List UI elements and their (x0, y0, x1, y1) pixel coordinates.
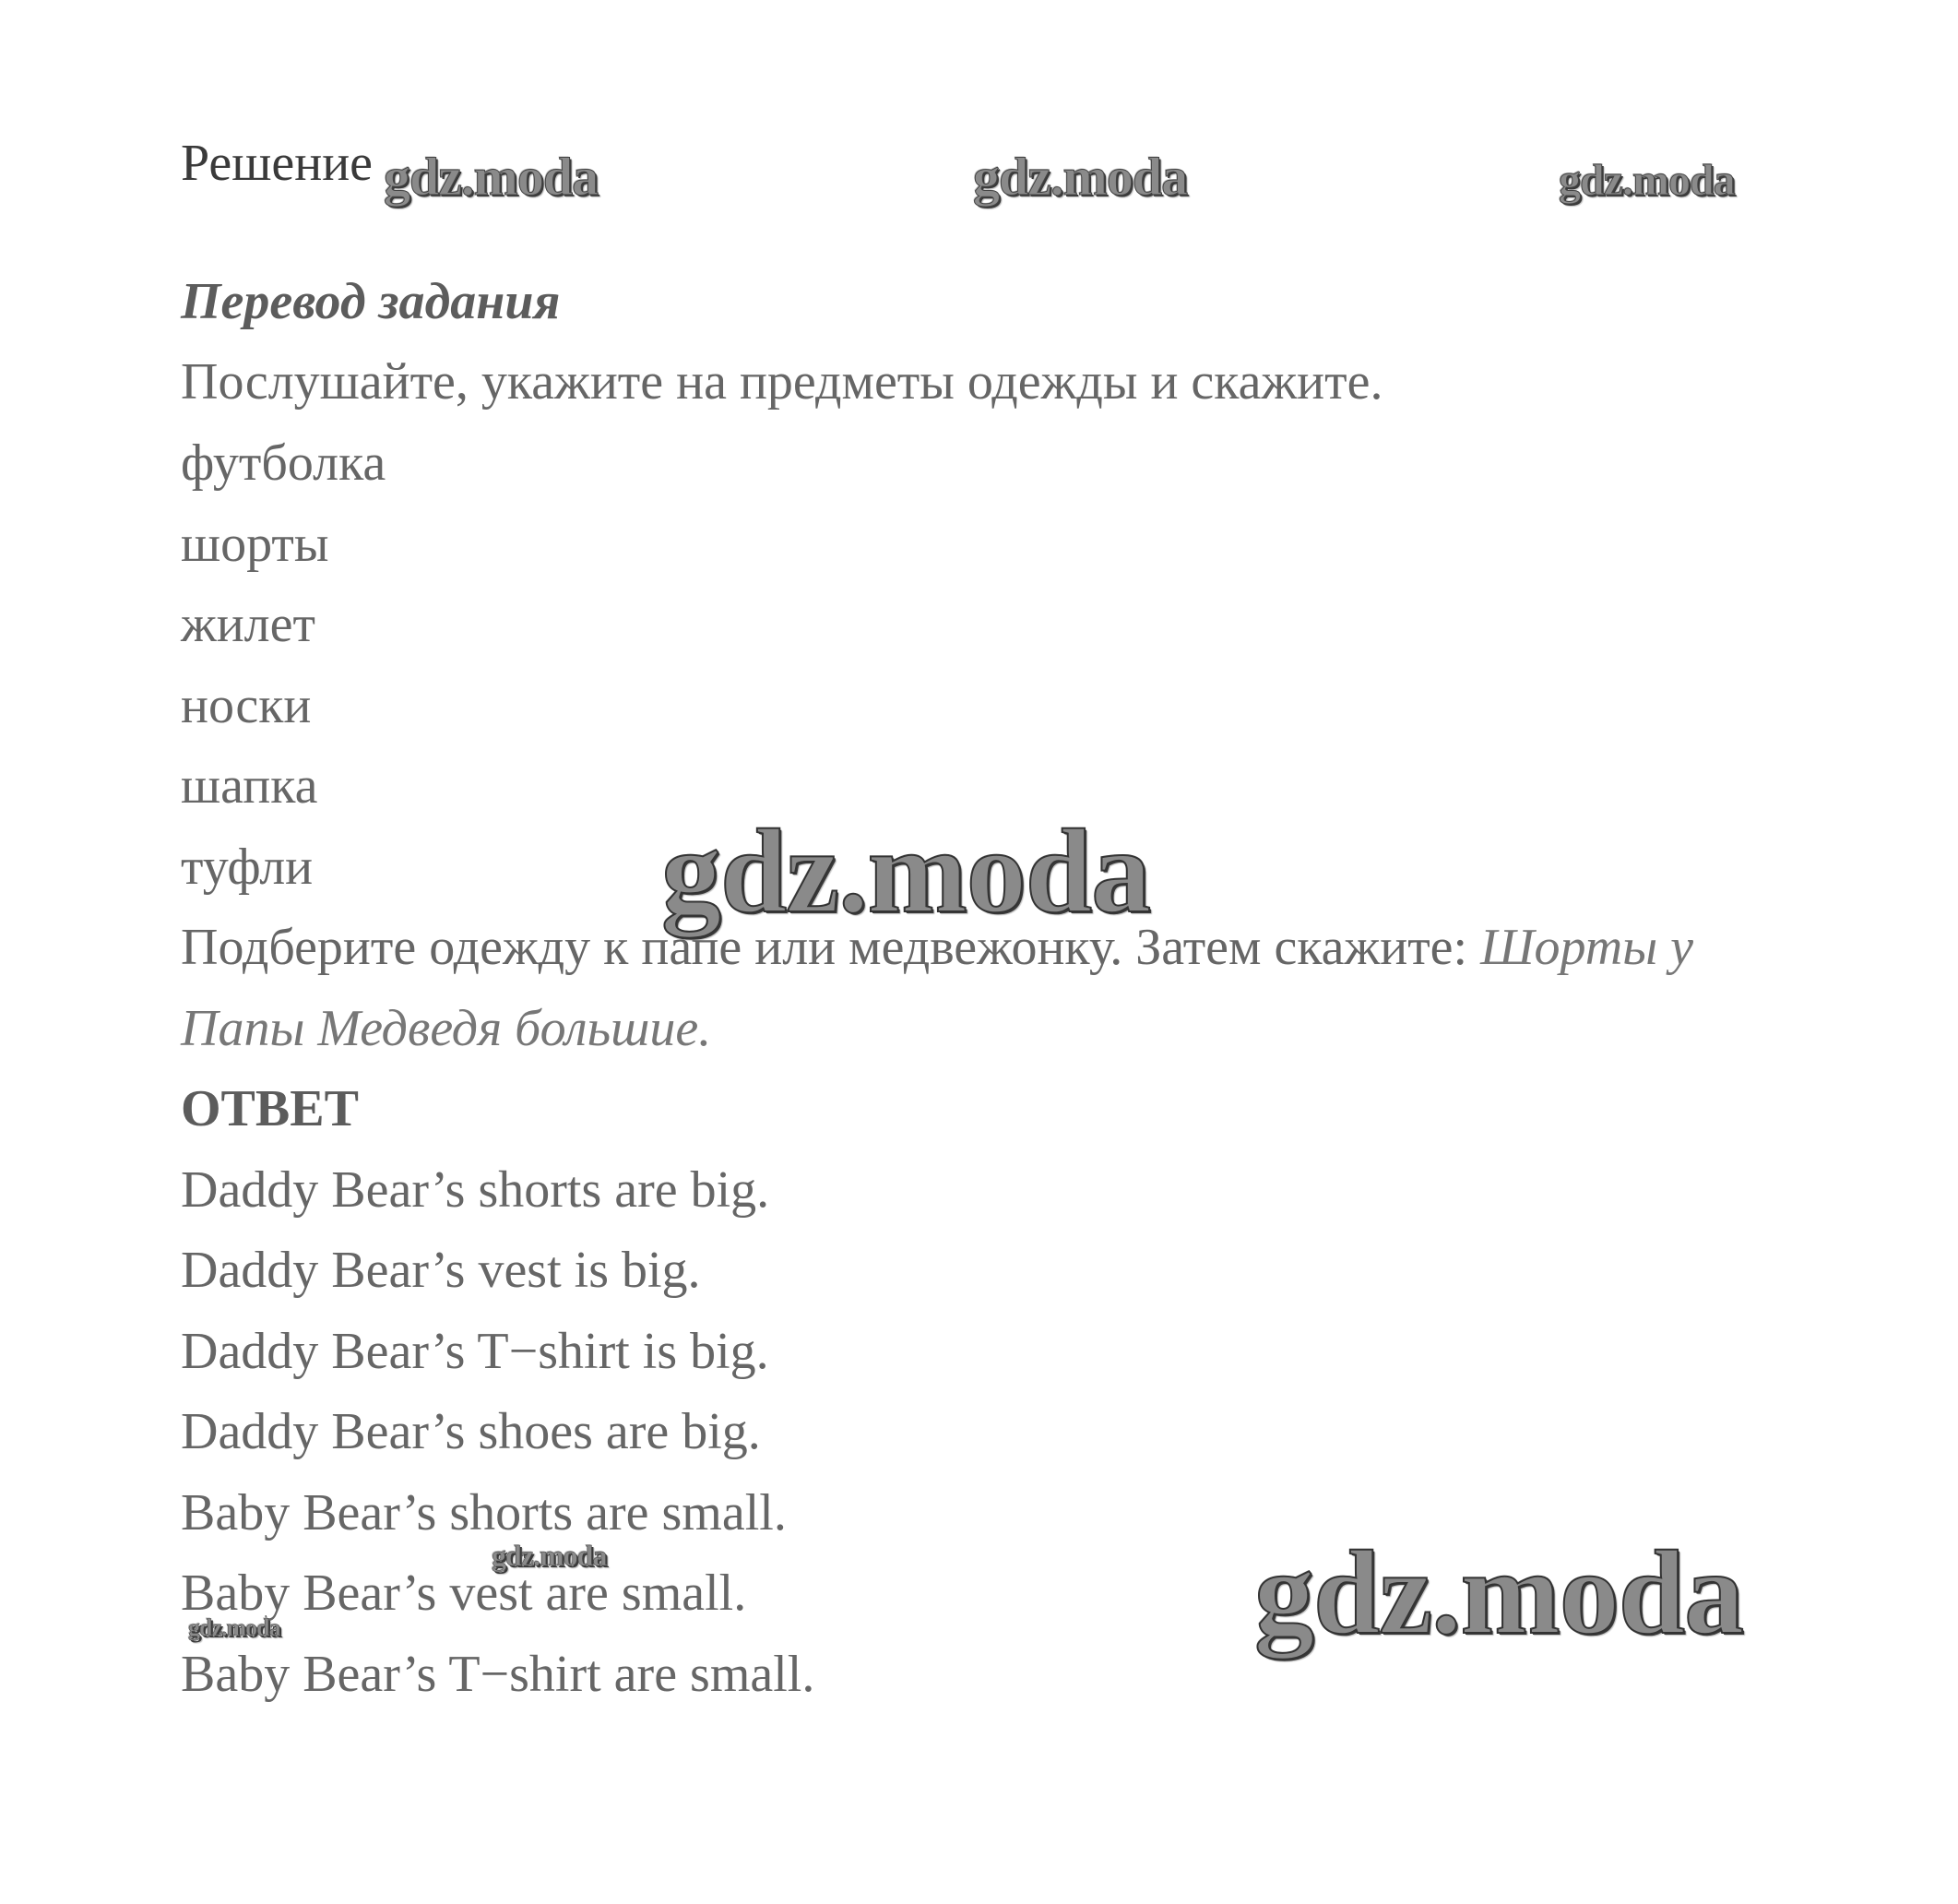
answer-line: Baby Bear’s vest are small. (181, 1565, 747, 1622)
watermark: gdz.moda (661, 805, 1151, 938)
answer-line: Baby Bear’s shorts are small. (181, 1484, 787, 1541)
watermark: gdz.moda (492, 1539, 607, 1572)
match-example-start: Шорты у (1480, 919, 1693, 976)
answer-line: Daddy Bear’s shoes are big. (181, 1403, 761, 1460)
match-example-end: Папы Медведя большие. (181, 1000, 712, 1057)
answer-heading: ОТВЕТ (181, 1080, 359, 1137)
clothing-item: жилет (181, 596, 315, 653)
clothing-item: футболка (181, 434, 386, 492)
answer-line: Baby Bear’s T−shirt are small. (181, 1646, 815, 1703)
answer-line: Daddy Bear’s shorts are big. (181, 1161, 770, 1219)
translation-heading: Перевод задания (181, 273, 561, 330)
watermark: gdz.moda (973, 147, 1188, 207)
watermark: gdz.moda (1559, 156, 1735, 205)
answer-line: Daddy Bear’s vest is big. (181, 1242, 701, 1299)
answer-line: Daddy Bear’s T−shirt is big. (181, 1323, 769, 1380)
task-instruction: Послушайте, укажите на предметы одежды и скажите. (181, 353, 1383, 411)
clothing-item: носки (181, 677, 312, 734)
watermark: gdz.moda (188, 1614, 280, 1641)
clothing-item: туфли (181, 839, 314, 896)
clothing-item: шапка (181, 757, 318, 815)
clothing-item: шорты (181, 516, 329, 573)
watermark: gdz.moda (1254, 1527, 1744, 1660)
match-instruction-text: Подберите одежду к папе или медвежонку. Затем скажите: (181, 919, 1481, 976)
solution-heading: Решение (181, 135, 374, 192)
watermark: gdz.moda (384, 147, 599, 207)
